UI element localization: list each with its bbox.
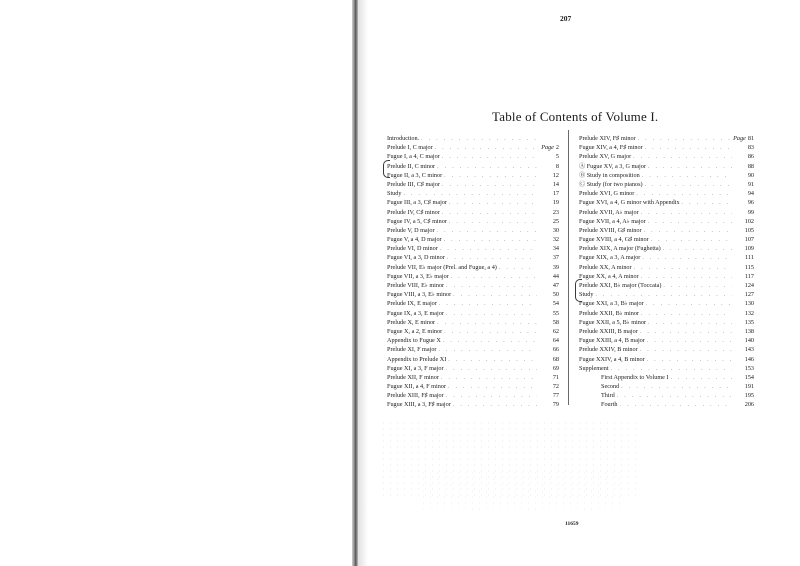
- page-number-value: 14: [552, 180, 559, 188]
- toc-entry: [579, 171, 754, 180]
- toc-entry-page: [537, 244, 559, 253]
- toc-entry-label: Fugue IV, a 5, C♯ minor: [387, 217, 447, 225]
- toc-entry-label: Fugue XXIV, a 4, B minor: [579, 355, 645, 363]
- page-number-value: 71: [552, 373, 559, 381]
- toc-entry: [579, 208, 754, 217]
- toc-entry-page: [732, 400, 754, 409]
- toc-entry-label: Prelude XXII, B♭ minor: [579, 309, 639, 317]
- toc-entry-page: [732, 198, 754, 207]
- toc-entry-page: [732, 208, 754, 217]
- toc-entry-label: Fugue VI, a 3, D minor: [387, 254, 445, 262]
- page-number-value: 66: [552, 346, 559, 354]
- toc-entry: [579, 299, 754, 308]
- toc-entry-page: [732, 373, 754, 382]
- toc-entry: [387, 299, 559, 308]
- toc-entry: [579, 134, 754, 143]
- toc-entry: [387, 171, 559, 180]
- toc-entry-label: Supplement: [579, 364, 609, 372]
- toc-entry-label: Prelude XXIV, B minor: [579, 346, 638, 354]
- toc-entry: [387, 235, 559, 244]
- toc-entry-page: [732, 253, 754, 262]
- toc-entry-label: Prelude IV, C♯ minor: [387, 208, 440, 216]
- toc-entry-label: Prelude XXIII, B major: [579, 327, 638, 335]
- toc-entry-label: Prelude XVIII, G♯ minor: [579, 226, 642, 234]
- toc-entry-label: Fourth: [601, 401, 618, 409]
- toc-entry-label: Prelude XV, G major: [579, 153, 632, 161]
- toc-entry: [387, 345, 559, 354]
- page-number-value: 79: [552, 401, 559, 409]
- toc-entry-label: Fugue V, a 4, D major: [387, 236, 442, 244]
- page-number-value: 68: [552, 355, 559, 363]
- toc-entry-page: [732, 152, 754, 161]
- toc-entry-label: Prelude IX, E major: [387, 300, 437, 308]
- toc-entry: [387, 355, 559, 364]
- page-number-value: 111: [745, 254, 754, 262]
- toc-entry-page: [537, 299, 559, 308]
- bracket-mark: [383, 160, 390, 178]
- bracket-mark: [575, 279, 582, 302]
- toc-column-left: [387, 134, 559, 410]
- page-number-value: 191: [744, 383, 754, 391]
- toc-entry-page: [537, 345, 559, 354]
- toc-entry: [579, 180, 754, 189]
- toc-entry-page: [732, 364, 754, 373]
- toc-entry-page: [537, 253, 559, 262]
- toc-entry-label: Fugue XIII, a 3, F♯ major: [387, 401, 451, 409]
- toc-entry-page: [537, 171, 559, 180]
- toc-entry-label: Fugue XXI, a 3, B♭ major: [579, 300, 644, 308]
- toc-entry-page: [732, 290, 754, 299]
- toc-entry: [579, 382, 754, 391]
- page-number-value: 47: [552, 282, 559, 289]
- toc-entry: [579, 189, 754, 198]
- toc-entry-label: Fugue II, a 3, C minor: [387, 171, 443, 179]
- toc-entry: [387, 382, 559, 391]
- toc-entry-page: [537, 272, 559, 281]
- page-number-value: 195: [744, 392, 754, 400]
- toc-entry-page: [537, 189, 559, 198]
- page-number-value: 19: [552, 199, 559, 207]
- toc-entry: [579, 263, 754, 272]
- toc-entry-page: [732, 226, 754, 235]
- toc-entry-label: Fugue IX, a 3, E major: [387, 309, 444, 317]
- toc-entry-label: Prelude XVI, G minor: [579, 190, 635, 198]
- toc-entry-label: Prelude VII, E♭ major (Prel. and Fugue, a 4): [387, 263, 497, 271]
- toc-entry-label: Prelude XI, F major: [387, 346, 437, 354]
- toc-entry-page: [732, 244, 754, 253]
- toc-entry-label: Prelude II, C minor: [387, 162, 436, 170]
- toc-entry-page: [537, 364, 559, 373]
- page-number-value: 109: [744, 245, 754, 253]
- page-number-value: 88: [747, 162, 754, 170]
- page-number-value: 34: [552, 245, 559, 253]
- toc-entry-page: [732, 143, 754, 152]
- toc-entry-page: [537, 152, 559, 161]
- page-number-value: 69: [552, 364, 559, 372]
- toc-entry-label: Fugue VIII, a 3, E♭ minor: [387, 291, 452, 299]
- toc-entry-label: Prelude XX, A minor: [579, 263, 632, 271]
- toc-entry: [579, 290, 754, 299]
- toc-entry: [387, 162, 559, 171]
- page-number-value: 99: [747, 208, 754, 216]
- toc-entry-label: Prelude XII, F minor: [387, 373, 439, 381]
- plate-number: 11659: [565, 521, 579, 527]
- toc-entry-page: [732, 309, 754, 318]
- toc-entry: [579, 309, 754, 318]
- toc-entry: [387, 263, 559, 272]
- page-number-value: 96: [747, 199, 754, 207]
- page-number-value: 130: [744, 300, 754, 308]
- page-number-value: 81: [747, 135, 754, 142]
- toc-entry: [579, 327, 754, 336]
- toc-entry-page: [732, 382, 754, 391]
- page-number-value: 2: [555, 144, 559, 152]
- page-number-value: 146: [744, 355, 754, 363]
- column-divider: [568, 130, 569, 405]
- toc-entry: [579, 253, 754, 262]
- page-number: 207: [560, 14, 572, 23]
- toc-entry: [579, 152, 754, 161]
- toc-entry-page: [732, 189, 754, 198]
- toc-entry-page: [732, 327, 754, 336]
- toc-entry: [387, 373, 559, 382]
- toc-entry-page: [537, 382, 559, 391]
- toc-entry-page: [537, 391, 559, 400]
- toc-entry: [579, 272, 754, 281]
- toc-entry: [579, 226, 754, 235]
- toc-entry: [579, 400, 754, 409]
- toc-entry-page: [537, 309, 559, 318]
- page-number-value: 135: [744, 318, 754, 326]
- page-number-value: 50: [552, 291, 559, 299]
- toc-entry-page: [537, 217, 559, 226]
- page-number-value: 64: [552, 337, 559, 345]
- toc-entry-page: [732, 272, 754, 281]
- page-number-value: 30: [552, 226, 559, 234]
- page-number-value: 44: [552, 272, 559, 280]
- toc-entry-label: Fugue VII, a 3, E♭ major: [387, 272, 449, 280]
- toc-entry-label: Fugue XIV, a 4, F♯ minor: [579, 144, 643, 152]
- toc-entry: [387, 244, 559, 253]
- toc-entry: [579, 318, 754, 327]
- page-number-value: 143: [744, 346, 754, 354]
- toc-entry: [387, 400, 559, 409]
- toc-entry-label: Ⓒ Study (for two pianos): [579, 180, 643, 188]
- toc-entry: [579, 281, 754, 290]
- toc-entry-page: [537, 355, 559, 364]
- toc-entry: [387, 253, 559, 262]
- page-number-value: 127: [744, 291, 754, 299]
- toc-entry-page: [732, 355, 754, 364]
- toc-entry: [387, 143, 559, 152]
- toc-entry-page: [732, 299, 754, 308]
- toc-entry-label: Ⓐ Fugue XV, a 3, G major: [579, 162, 646, 170]
- toc-entry-page: [732, 263, 754, 272]
- page-number-value: 138: [744, 327, 754, 335]
- toc-entry-label: Fugue XVIII, a 4, G♯ minor: [579, 236, 649, 244]
- page-number-value: 115: [744, 263, 754, 271]
- toc-entry-label: Third: [601, 392, 615, 400]
- page-number-value: 107: [744, 236, 754, 244]
- page-number-value: 154: [744, 373, 754, 381]
- toc-entry-page: [537, 373, 559, 382]
- toc-entry-page: [732, 281, 754, 290]
- toc-entry: [579, 336, 754, 345]
- toc-entry-page: [537, 198, 559, 207]
- toc-entry: [387, 327, 559, 336]
- page-number-value: 25: [552, 217, 559, 225]
- toc-entry-page: [732, 235, 754, 244]
- page-number-value: 58: [552, 318, 559, 326]
- toc-entry: [579, 373, 754, 382]
- toc-entry: [579, 198, 754, 207]
- toc-entry: [387, 198, 559, 207]
- toc-entry-label: Prelude XXI, B♭ major (Toccata): [579, 282, 662, 289]
- toc-entry: [387, 152, 559, 161]
- toc-entry-label: Prelude I, C major: [387, 144, 433, 152]
- toc-entry: [387, 272, 559, 281]
- toc-entry: [579, 355, 754, 364]
- toc-entry-label: Fugue XII, a 4, F minor: [387, 383, 446, 391]
- toc-entry: [387, 336, 559, 345]
- toc-entry-page: [537, 235, 559, 244]
- toc-entry-label: Prelude XIV, F♯ minor: [579, 135, 636, 142]
- page-number-value: 132: [744, 309, 754, 317]
- toc-entry-page: [732, 336, 754, 345]
- toc-entry: [387, 309, 559, 318]
- toc-entry: [387, 226, 559, 235]
- toc-entry-label: Prelude X, E minor: [387, 318, 436, 326]
- toc-column-right: [579, 134, 754, 410]
- toc-entry-label: Fugue XVI, a 4, G minor with Appendix: [579, 199, 680, 207]
- toc-entry-page: [537, 336, 559, 345]
- toc-entry-label: Fugue XX, a 4, A minor: [579, 272, 639, 280]
- toc-entry-label: Second: [601, 383, 620, 391]
- page-number-value: 105: [744, 226, 754, 234]
- toc-entry-page: [537, 281, 559, 290]
- toc-entry-page: [537, 290, 559, 299]
- page-number-value: 5: [555, 153, 559, 161]
- toc-entry-label: Ⓑ Study in composition: [579, 171, 640, 179]
- toc-entry-label: Fugue I, a 4, C major: [387, 153, 440, 161]
- toc-entry-label: Introduction.: [387, 135, 420, 142]
- page-number-value: 32: [552, 236, 559, 244]
- leader-dots: [451, 401, 537, 410]
- page-number-value: 90: [747, 171, 754, 179]
- page-number-value: 72: [552, 383, 559, 391]
- page-number-value: 54: [552, 300, 559, 308]
- page-number-value: 62: [552, 327, 559, 335]
- page-title: Table of Contents of Volume I.: [492, 109, 659, 124]
- page-number-value: 153: [744, 364, 754, 372]
- toc-entry: [387, 217, 559, 226]
- toc-entry-page: [732, 345, 754, 354]
- toc-entry: [579, 244, 754, 253]
- toc-entry-page: [732, 162, 754, 171]
- toc-entry-page: [732, 134, 754, 143]
- toc-entry-label: Fugue XXII, a 5, B♭ minor: [579, 318, 647, 326]
- page-number-value: 117: [744, 272, 754, 280]
- toc-entry-label: Study: [387, 190, 402, 198]
- toc-entry-label: Prelude XIII, F♯ major: [387, 392, 444, 400]
- page-number-value: 39: [552, 263, 559, 271]
- toc-entry-label: Prelude III, C♯ major: [387, 180, 440, 188]
- page-number-value: 8: [555, 162, 559, 170]
- page-number-value: 94: [747, 190, 754, 198]
- toc-entry-page: [537, 400, 559, 409]
- toc-entry-label: Fugue XVII, a 4, A♭ major: [579, 217, 646, 225]
- toc-entry-page: [537, 263, 559, 272]
- page-number-value: 23: [552, 208, 559, 216]
- toc-entry-page: [537, 180, 559, 189]
- toc-entry: [579, 235, 754, 244]
- page-number-value: 17: [552, 190, 559, 198]
- toc-entry-label: Fugue III, a 3, C♯ major: [387, 199, 447, 207]
- page-number-value: 86: [747, 153, 754, 161]
- toc-entry-label: Prelude XIX, A major (Fughetta): [579, 245, 661, 253]
- toc-entry-page: [732, 217, 754, 226]
- toc-entry: [387, 281, 559, 290]
- toc-entry: [387, 391, 559, 400]
- toc-entry: [387, 318, 559, 327]
- toc-entry: [579, 364, 754, 373]
- toc-entry-page: [732, 180, 754, 189]
- page-prefix: Page: [541, 144, 554, 152]
- toc-entry: [387, 208, 559, 217]
- page-number-value: 206: [744, 401, 754, 409]
- toc-entry: [387, 290, 559, 299]
- toc-entry-label: Prelude XVII, A♭ major: [579, 208, 639, 216]
- page-number-value: 102: [744, 217, 754, 225]
- toc-entry: [579, 162, 754, 171]
- toc-entry-page: [537, 327, 559, 336]
- leader-dots: [618, 401, 732, 410]
- page-number-value: 140: [744, 337, 754, 345]
- toc-entry-label: Prelude VI, D minor: [387, 245, 438, 253]
- toc-entry: [387, 364, 559, 373]
- page-number-value: 37: [552, 254, 559, 262]
- toc-entry-label: Prelude VIII, E♭ minor: [387, 282, 445, 289]
- toc-entry-page: [537, 226, 559, 235]
- toc-entry-page: [537, 162, 559, 171]
- toc-entry-page: [732, 391, 754, 400]
- page-number-value: 91: [747, 180, 754, 188]
- page-number-value: 55: [552, 309, 559, 317]
- toc-entry-label: Fugue XXIII, a 4, B major: [579, 337, 645, 345]
- toc-entry-label: Appendix to Fugue X: [387, 337, 441, 345]
- toc-entry: [579, 217, 754, 226]
- page-prefix: Page: [733, 135, 746, 142]
- toc-entry-label: Fugue XIX, a 3, A major: [579, 254, 641, 262]
- toc-entry-label: Prelude V, D major: [387, 226, 435, 234]
- toc-entry-page: [537, 143, 559, 152]
- toc-entry: [387, 180, 559, 189]
- toc-entry-label: Fugue X, a 2, E minor: [387, 327, 443, 335]
- page-number-value: 83: [747, 144, 754, 152]
- toc-entry-page: [537, 318, 559, 327]
- page-number-value: 12: [552, 171, 559, 179]
- toc-entry-label: Appendix to Prelude XI: [387, 355, 447, 363]
- toc-entry: [387, 189, 559, 198]
- toc-entry-label: Study: [579, 291, 594, 299]
- toc-entry-page: [732, 318, 754, 327]
- spine-shadow: [358, 0, 368, 566]
- toc-entry: [579, 143, 754, 152]
- toc-entry-label: First Appendix to Volume I: [601, 373, 669, 381]
- toc-entry-label: Fugue XI, a 3, F major: [387, 364, 444, 372]
- page-number-value: 124: [744, 282, 754, 289]
- toc-entry: [387, 134, 559, 143]
- page-number-value: 77: [552, 392, 559, 400]
- paper-specks: [420, 470, 620, 510]
- toc-entry-page: [732, 171, 754, 180]
- toc-entry-page: [537, 208, 559, 217]
- toc-entry: [579, 345, 754, 354]
- toc-entry: [579, 391, 754, 400]
